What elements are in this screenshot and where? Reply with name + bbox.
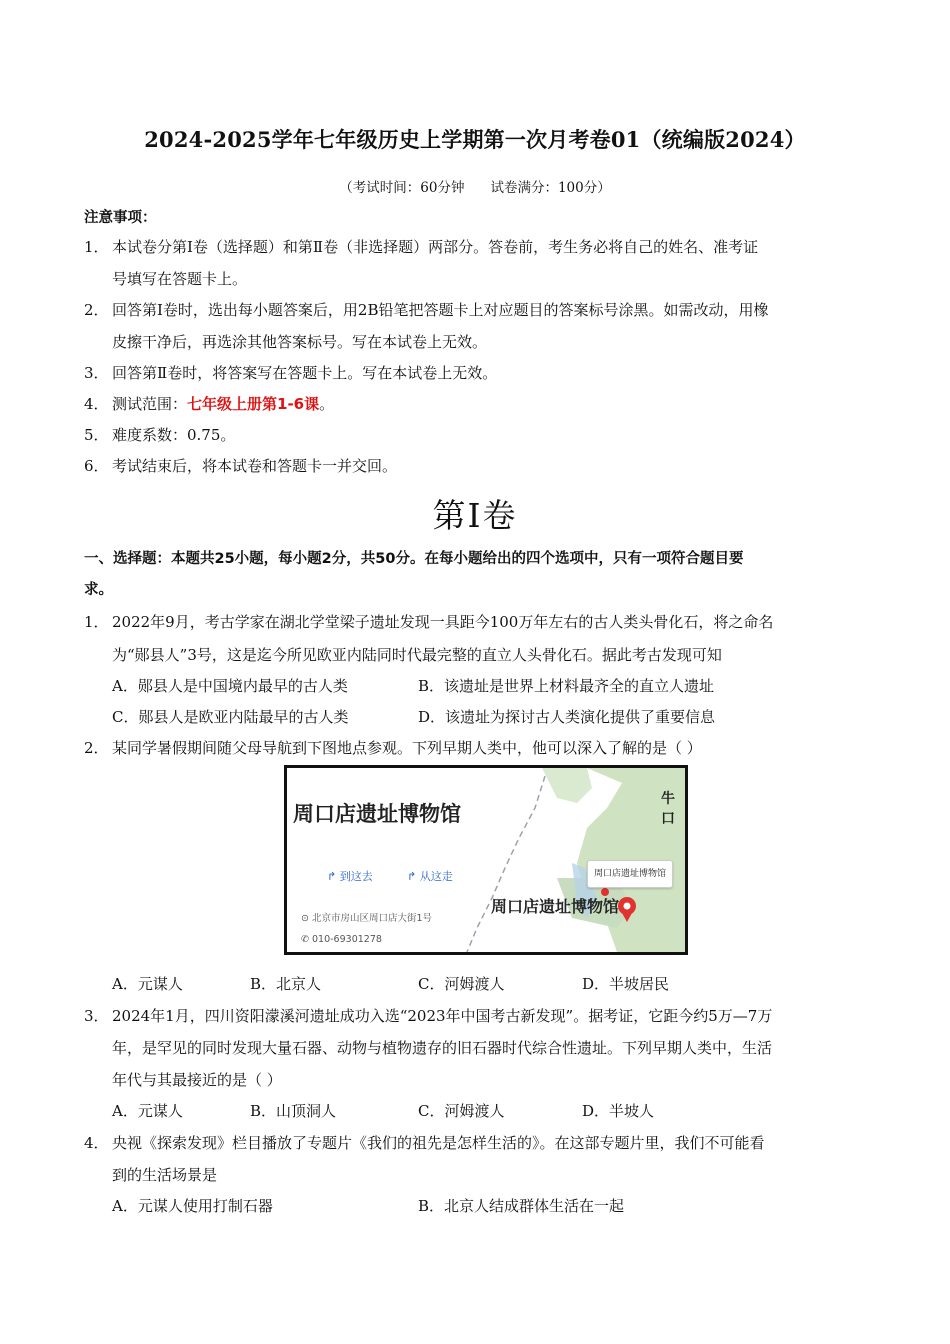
note-3: 3． 回答第Ⅱ卷时，将答案写在答题卡上。写在本试卷上无效。 — [84, 364, 498, 382]
map-marker-label: 周口店遗址博物馆 — [491, 897, 620, 916]
note-1: 1． 本试卷分第Ⅰ卷（选择题）和第Ⅱ卷（非选择题）两部分。答卷前，考生务必将自己的姓名、准考证 — [84, 238, 759, 256]
notes-heading: 注意事项： — [84, 210, 157, 226]
question-3: 3． 2024年1月，四川资阳濛溪河遗址成功入选“2023年中国考古新发现”。据考证，它距今约5万—7万 — [84, 1007, 773, 1025]
q3-option-b[interactable]: B．山顶洞人 — [250, 1102, 337, 1120]
exam-score: 试卷满分：100分） — [490, 180, 611, 196]
question-3-cont-2: 年代与其最接近的是（ ） — [112, 1071, 282, 1089]
q1-option-a[interactable]: A．郧县人是中国境内最早的古人类 — [112, 677, 348, 695]
q2-option-a[interactable]: A．元谋人 — [112, 975, 183, 993]
question-4: 4． 央视《探索发现》栏目播放了专题片《我们的祖先是怎样生活的》。在这部专题片里，我们不可能看 — [84, 1134, 765, 1152]
part-1-title: 第Ⅰ卷 — [432, 496, 518, 535]
note-2: 2． 回答第Ⅰ卷时，选出每小题答案后，用2B铅笔把答题卡上对应题目的答案标号涂黑。如需改动，用橡 — [84, 301, 769, 319]
q3-option-a[interactable]: A．元谋人 — [112, 1102, 183, 1120]
map-place-title: 周口店遗址博物馆 — [293, 802, 461, 826]
q2-option-b[interactable]: B．北京人 — [250, 975, 322, 993]
phone-icon: ✆ — [301, 934, 309, 945]
q2-option-c[interactable]: C．河姆渡人 — [418, 975, 505, 993]
map-screenshot — [284, 765, 688, 955]
question-4-cont: 到的生活场景是 — [112, 1166, 218, 1184]
map-address: ⊙ 北京市房山区周口店大街1号 — [301, 913, 433, 924]
map-phone: ✆ 010-69301278 — [301, 934, 382, 945]
q4-option-a[interactable]: A．元谋人使用打制石器 — [112, 1197, 273, 1215]
from-here-button[interactable]: ↱ 从这走 — [407, 870, 453, 883]
exam-subtitle — [0, 176, 950, 196]
q3-option-c[interactable]: C．河姆渡人 — [418, 1102, 505, 1120]
q1-option-c[interactable]: C．郧县人是欧亚内陆最早的古人类 — [112, 708, 349, 726]
question-3-cont-1: 年，是罕见的同时发现大量石器、动物与植物遗存的旧石器时代综合性遗址。下列早期人类中，生活 — [112, 1039, 773, 1057]
question-2: 2． 某同学暑假期间随父母导航到下图地点参观。下列早期人类中，他可以深入了解的是（ ） — [84, 739, 702, 757]
map-callout: 周口店遗址博物馆 — [587, 860, 673, 888]
q1-option-b[interactable]: B．该遗址是世界上材料最齐全的直立人遗址 — [418, 677, 715, 695]
map-corner-label: 牛口 — [661, 791, 675, 827]
q4-option-b[interactable]: B．北京人结成群体生活在一起 — [418, 1197, 625, 1215]
question-1: 1． 2022年9月，考古学家在湖北学堂梁子遗址发现一具距今100万年左右的古人类头骨化石，将之命名 — [84, 613, 774, 631]
location-pin-icon: ⊙ — [301, 913, 309, 924]
note-4: 4． 测试范围：七年级上册第1-6课。 — [84, 395, 335, 413]
question-1-cont: 为“郧县人”3号，这是迄今所见欧亚内陆同时代最完整的直立人头骨化石。据此考古发现可知 — [112, 646, 722, 664]
note-6: 6． 考试结束后，将本试卷和答题卡一并交回。 — [84, 457, 398, 475]
note-5: 5． 难度系数：0.75。 — [84, 426, 236, 444]
q3-option-d[interactable]: D．半坡人 — [582, 1102, 655, 1120]
q1-option-d[interactable]: D．该遗址为探讨古人类演化提供了重要信息 — [418, 708, 716, 726]
q2-option-d[interactable]: D．半坡居民 — [582, 975, 670, 993]
test-scope-highlight: 七年级上册第1-6课 — [187, 395, 320, 413]
exam-time: （考试时间：60分钟 — [339, 180, 465, 196]
note-2-cont: 皮擦干净后，再选涂其他答案标号。写在本试卷上无效。 — [112, 333, 488, 351]
exam-title: 2024-2025学年七年级历史上学期第一次月考卷01（统编版2024） — [144, 127, 806, 152]
note-1-cont: 号填写在答题卡上。 — [112, 270, 248, 288]
go-here-button[interactable]: ↱ 到这去 — [327, 870, 373, 883]
section-instructions-cont: 求。 — [84, 582, 113, 598]
section-instructions: 一、选择题：本题共25小题，每小题2分，共50分。在每小题给出的四个选项中，只有一项符合题目要 — [84, 551, 744, 567]
